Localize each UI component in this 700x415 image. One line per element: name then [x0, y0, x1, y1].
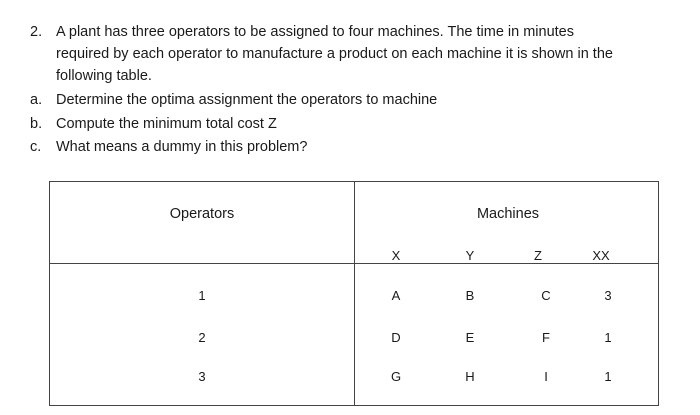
operator-cell: 3 — [198, 369, 206, 384]
problem-number: 2. — [30, 24, 43, 40]
subquestion-a-label: a. — [30, 92, 43, 108]
subquestion-a-text: Determine the optima assignment the operators to machine — [56, 92, 438, 108]
operators-header: Operators — [169, 206, 235, 222]
statement-line-1: A plant has three operators to be assigned to four machines. The time in minutes — [56, 24, 574, 40]
table-cell: 3 — [604, 288, 612, 303]
operator-cell: 1 — [198, 288, 206, 303]
table-column-divider — [354, 182, 355, 405]
machine-column-xx: XX — [592, 248, 610, 263]
subquestion-b-text: Compute the minimum total cost Z — [56, 116, 277, 132]
machine-column-y: Y — [465, 248, 475, 263]
statement-line-3: following table. — [56, 68, 152, 84]
statement-line-2: required by each operator to manufacture a product on each machine it is shown in the — [56, 46, 613, 62]
table-cell: G — [390, 369, 402, 384]
table-cell: E — [465, 330, 475, 345]
table-cell: C — [541, 288, 551, 303]
operator-cell: 2 — [198, 330, 206, 345]
subquestion-c-label: c. — [30, 139, 42, 155]
table-cell: F — [542, 330, 550, 345]
machine-column-z: Z — [534, 248, 542, 263]
table-cell: 1 — [604, 330, 612, 345]
table-cell: D — [391, 330, 401, 345]
machine-column-x: X — [391, 248, 401, 263]
subquestion-b-label: b. — [30, 116, 43, 132]
table-cell: B — [465, 288, 475, 303]
table-header-divider — [50, 263, 658, 264]
table-cell: H — [465, 369, 475, 384]
assignment-table — [49, 181, 659, 406]
table-cell: 1 — [604, 369, 612, 384]
table-cell: I — [544, 369, 548, 384]
subquestion-c-text: What means a dummy in this problem? — [56, 139, 308, 155]
machines-header: Machines — [476, 206, 540, 222]
table-cell: A — [391, 288, 401, 303]
